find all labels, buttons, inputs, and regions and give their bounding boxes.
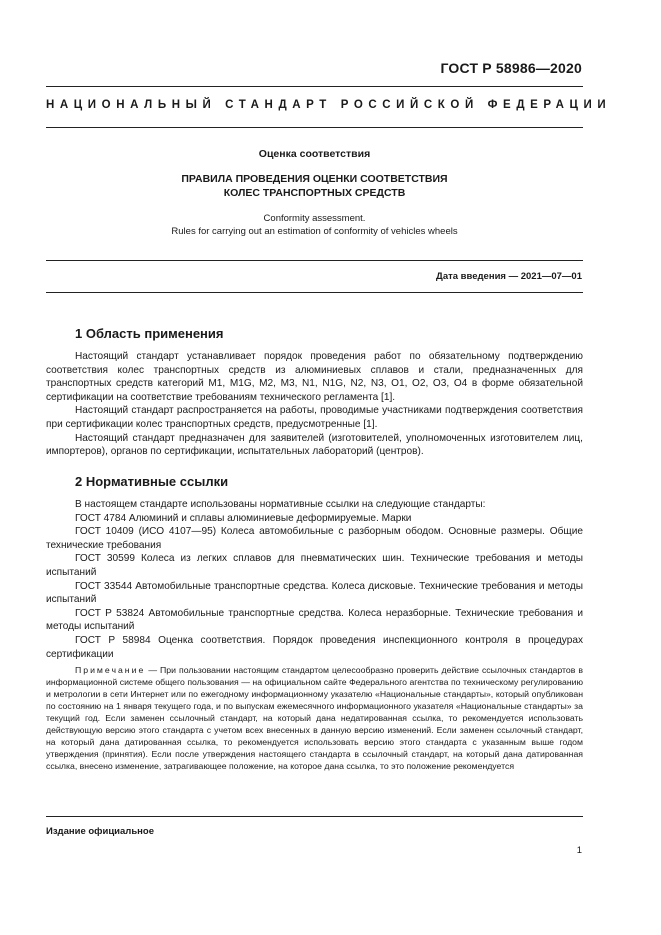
page-number: 1 [576, 845, 582, 856]
section-2-heading: 2 Нормативные ссылки [75, 474, 229, 489]
title-line-1: ПРАВИЛА ПРОВЕДЕНИЯ ОЦЕНКИ СООТВЕТСТВИЯ [181, 173, 448, 185]
national-standard-heading: НАЦИОНАЛЬНЫЙ СТАНДАРТ РОССИЙСКОЙ ФЕДЕРАЦИИ [46, 99, 612, 111]
effective-date: Дата введения — 2021—07—01 [436, 271, 582, 282]
section-1-heading: 1 Область применения [75, 326, 224, 341]
section-2-body [46, 498, 583, 661]
note-label: Примечание [75, 665, 146, 675]
english-title-line-2: Rules for carrying out an estimation of conformity of vehicles wheels [171, 226, 458, 237]
document-category: Оценка соответствия [258, 148, 371, 160]
official-edition-label: Издание официальное [46, 826, 154, 837]
note-text: — При пользовании настоящим стандартом целесообразно проверить действие ссылочных стандартов в информационной системе общего пользования — на официальном сайте Федерального агентства по техническому регулированию и метрологии в сети Интернет или по ежегодному информационному указателю «Национальные стандарты», который опубликован по состоянию на 1 января текущего года, и по выпускам ежемесячного информационного указателя «Национальные стандарты» за текущий год. Если заменен ссылочный стандарт, на который дана недатированная ссылка, то рекомендуется использовать действующую версию этого стандарта с учетом всех внесенных в данную версию изменений. Если заменен ссылочный стандарт, на который дана датированная ссылка, то рекомендуется использовать версию этого стандарта с указанным выше годом утверждения (принятия). Если после утверждения настоящего стандарта в ссылочный стандарт, на который дана датированная ссылка, внесено изменение, затрагивающее положение, на которое дана ссылка, то это положение рекомендуется [46, 665, 583, 771]
english-title-line-1: Conformity assessment. [263, 213, 366, 224]
english-title [46, 212, 583, 238]
title-line-2: КОЛЕС ТРАНСПОРТНЫХ СРЕДСТВ [223, 187, 406, 199]
normative-reference: ГОСТ 33544 Автомобильные транспортные средства. Колеса дисковые. Технические требования и методы испытаний [46, 580, 583, 606]
header-rule-top [46, 86, 583, 87]
normative-reference: ГОСТ 30599 Колеса из легких сплавов для пневматических шин. Технические требования и методы испытаний [46, 553, 583, 578]
normative-reference: ГОСТ Р 53824 Автомобильные транспортные средства. Колеса неразборные. Технические требования и методы испытаний [46, 607, 583, 633]
date-rule-top [46, 260, 583, 261]
normative-reference: ГОСТ Р 58984 Оценка соответствия. Порядок проведения инспекционного контроля в процедурах сертификации [46, 634, 583, 660]
date-rule-bottom [46, 292, 583, 293]
section-2-intro: В настоящем стандарте использованы нормативные ссылки на следующие стандарты: [75, 499, 486, 510]
document-title [46, 172, 583, 200]
section-1-body [46, 350, 583, 459]
standard-number: ГОСТ Р 58986—2020 [440, 60, 582, 76]
section-1-paragraph: Настоящий стандарт устанавливает порядок проведения работ по обязательному подтверждению соответствия колес транспортных средств из алюминиевых сплавов и стали, предназначенных для транспортных средств категорий M1, M1G, M2, M3, N1, N1G, N2, N3, O1, O2, O3, O4 в форме обязательной сертификации на соответствие требованиям технического регламента [1]. [46, 351, 583, 403]
header-rule-bottom [46, 127, 583, 128]
normative-reference: ГОСТ 4784 Алюминий и сплавы алюминиевые деформируемые. Марки [75, 512, 412, 524]
reference-note [46, 664, 583, 772]
section-1-paragraph: Настоящий стандарт предназначен для заявителей (изготовителей, уполномоченных изготовителем лиц, импортеров), органов по сертификации, испытательных лабораторий (центров). [46, 432, 583, 458]
footer-rule [46, 816, 583, 817]
section-1-paragraph: Настоящий стандарт распространяется на работы, проводимые участниками подтверждения соответствия при сертификации колес транспортных средств, предусмотренные [1]. [46, 405, 583, 430]
normative-reference: ГОСТ 10409 (ИСО 4107—95) Колеса автомобильные с разборным ободом. Основные размеры. Общие технические требования [46, 526, 583, 551]
